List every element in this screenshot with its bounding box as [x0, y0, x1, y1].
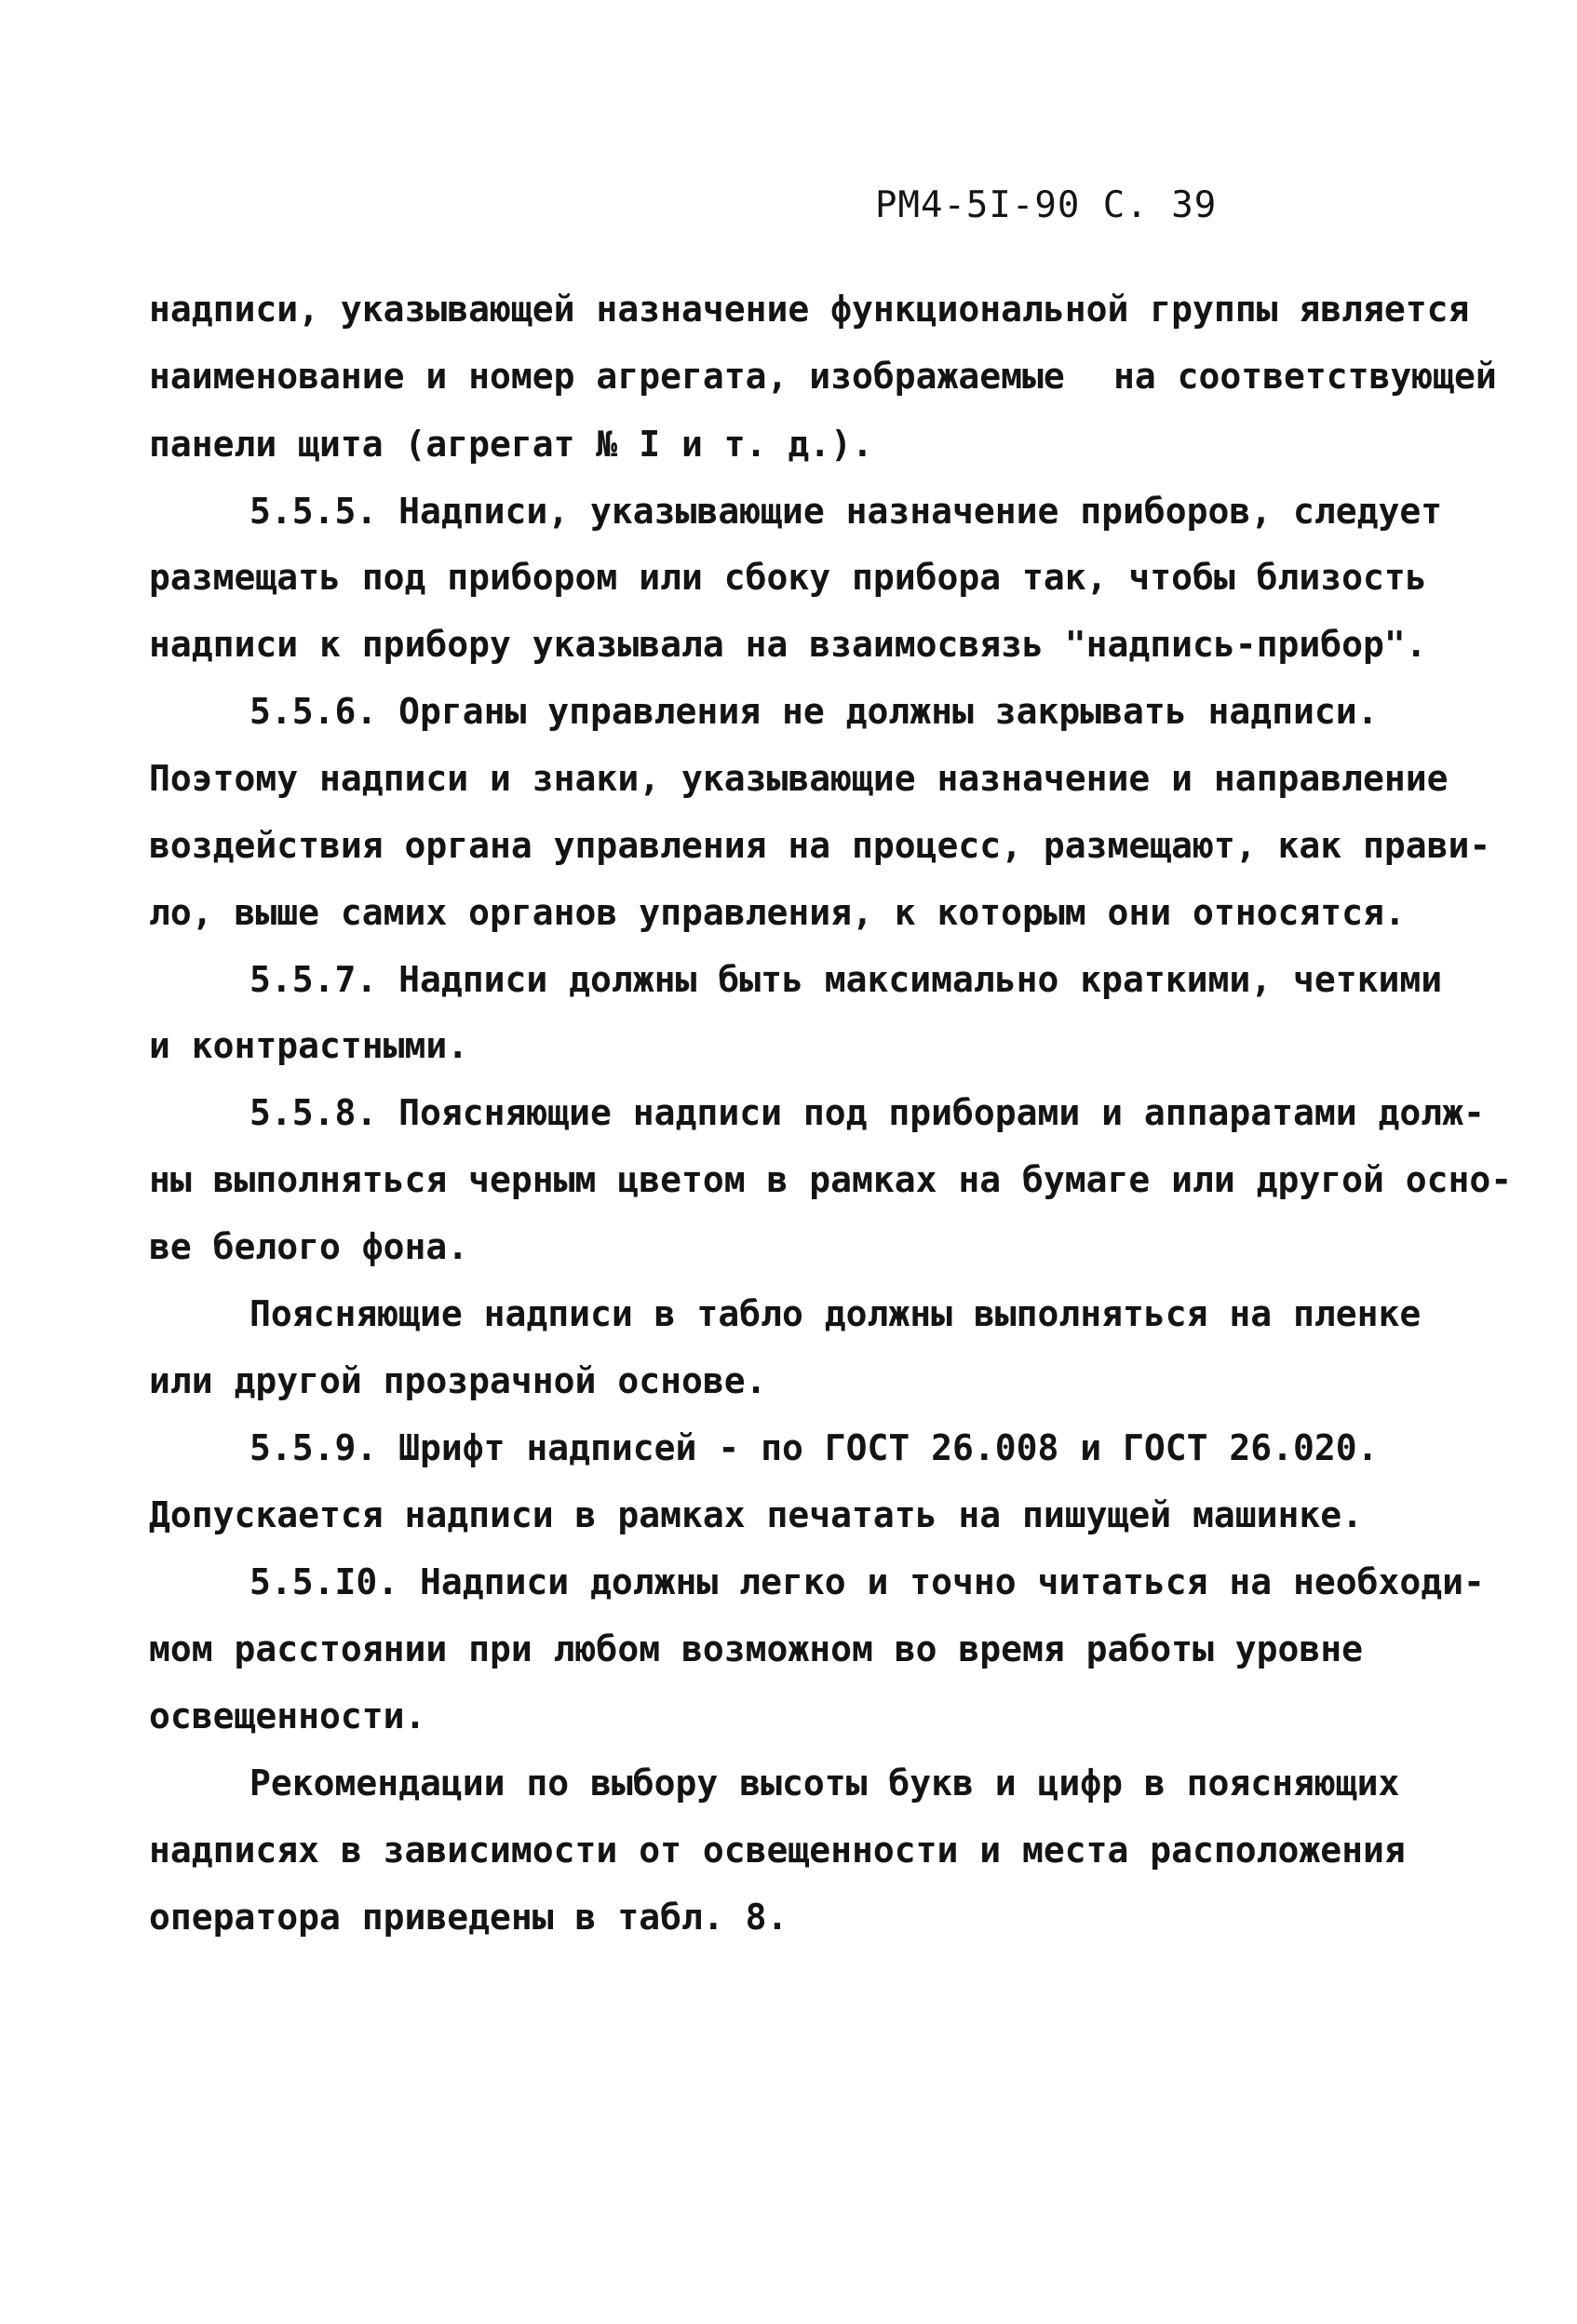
text-line-6: надписи к прибору указывала на взаимосвязь "надпись-прибор".	[149, 624, 1427, 665]
text-line-21: мом расстоянии при любом возможном во время работы уровне	[149, 1628, 1364, 1669]
text-line-3: панели щита (агрегат № I и т. д.).	[149, 424, 873, 465]
text-line-17: или другой прозрачной основе.	[149, 1360, 767, 1401]
text-line-8: Поэтому надписи и знаки, указывающие назначение и направление	[149, 758, 1449, 799]
text-line-18: 5.5.9. Шрифт надписей - по ГОСТ 26.008 и ГОСТ 26.020.	[249, 1427, 1379, 1468]
text-line-23: Рекомендации по выбору высоты букв и цифр в поясняющих	[249, 1763, 1400, 1804]
text-line-20: 5.5.I0. Надписи должны легко и точно читаться на необходи-	[249, 1561, 1485, 1602]
text-line-25: оператора приведены в табл. 8.	[149, 1897, 788, 1938]
text-line-2b: на соответствующей	[1113, 356, 1497, 397]
text-line-12: и контрастными.	[149, 1025, 469, 1066]
page-header: РМ4-5I-90 С. 39	[875, 184, 1218, 226]
text-line-15: ве белого фона.	[149, 1226, 469, 1267]
text-line-2a: наименование и номер агрегата, изображаемые	[149, 356, 1065, 397]
text-line-13: 5.5.8. Поясняющие надписи под приборами и аппаратами долж-	[249, 1092, 1485, 1133]
text-line-10: ло, выше самих органов управления, к которым они относятся.	[149, 892, 1406, 933]
text-line-14: ны выполняться черным цветом в рамках на бумаге или другой осно-	[149, 1159, 1513, 1200]
text-line-5: размещать под прибором или сбоку прибора так, чтобы близость	[149, 557, 1427, 598]
text-line-7: 5.5.6. Органы управления не должны закрывать надписи.	[249, 691, 1379, 732]
text-line-22: освещенности.	[149, 1696, 426, 1736]
text-line-1: надписи, указывающей назначение функциональной группы является	[149, 289, 1470, 330]
text-line-16: Поясняющие надписи в табло должны выполняться на пленке	[249, 1293, 1422, 1334]
text-line-11: 5.5.7. Надписи должны быть максимально краткими, четкими	[249, 959, 1443, 1000]
text-line-19: Допускается надписи в рамках печатать на пишущей машинке.	[149, 1494, 1364, 1535]
text-line-4: 5.5.5. Надписи, указывающие назначение приборов, следует	[249, 491, 1443, 532]
text-line-24: надписях в зависимости от освещенности и места расположения	[149, 1830, 1406, 1871]
text-line-9: воздействия органа управления на процесс, размещают, как прави-	[149, 825, 1491, 866]
